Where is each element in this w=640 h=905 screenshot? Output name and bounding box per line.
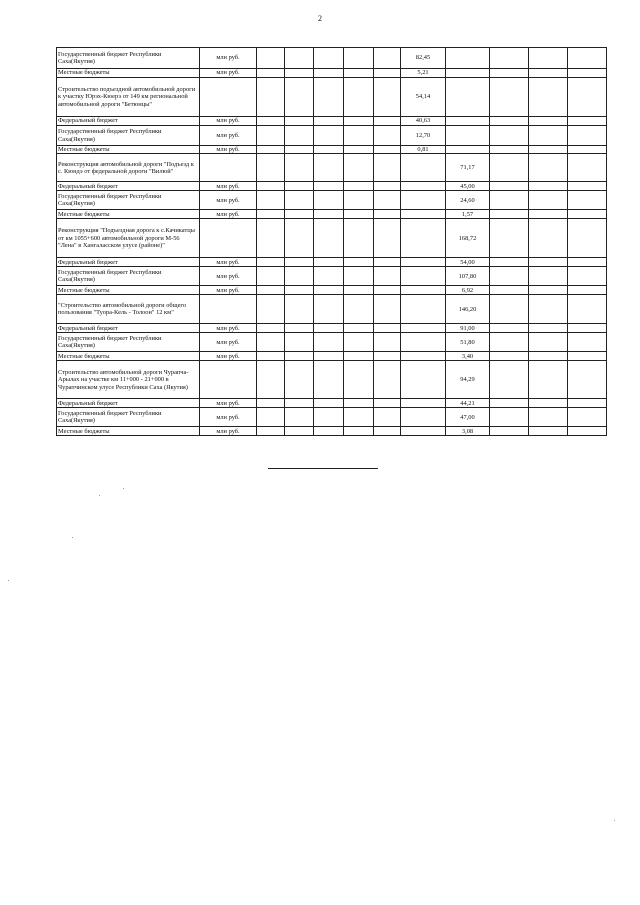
row-value-col8 xyxy=(401,267,446,286)
empty-cell xyxy=(568,154,607,182)
empty-cell xyxy=(285,78,314,117)
row-label: Федеральный бюджет xyxy=(57,324,200,333)
row-unit: млн руб. xyxy=(200,286,257,295)
empty-cell xyxy=(529,258,568,267)
empty-cell xyxy=(490,69,529,78)
empty-cell xyxy=(529,126,568,146)
table-row xyxy=(57,399,607,408)
row-value-col9: 94,29 xyxy=(446,361,490,399)
row-unit xyxy=(200,78,257,117)
row-unit xyxy=(200,219,257,258)
empty-cell xyxy=(490,267,529,286)
row-value-col9: 1,57 xyxy=(446,210,490,219)
row-unit: млн руб. xyxy=(200,117,257,126)
empty-cell xyxy=(529,146,568,154)
empty-cell xyxy=(257,69,285,78)
empty-cell xyxy=(257,286,285,295)
empty-cell xyxy=(257,219,285,258)
empty-cell xyxy=(314,295,344,324)
empty-cell xyxy=(568,427,607,436)
empty-cell xyxy=(374,146,401,154)
row-label: Государственный бюджет Республики Саха(Якутия) xyxy=(57,126,200,146)
empty-cell xyxy=(285,295,314,324)
empty-cell xyxy=(490,352,529,361)
table-row xyxy=(57,210,607,219)
empty-cell xyxy=(568,78,607,117)
empty-cell xyxy=(257,210,285,219)
table-row xyxy=(57,126,607,146)
empty-cell xyxy=(374,126,401,146)
row-value-col9: 47,00 xyxy=(446,408,490,427)
empty-cell xyxy=(314,126,344,146)
empty-cell xyxy=(568,333,607,352)
row-value-col8 xyxy=(401,361,446,399)
empty-cell xyxy=(285,69,314,78)
table-row xyxy=(57,333,607,352)
signature-line xyxy=(268,468,378,469)
row-unit xyxy=(200,295,257,324)
empty-cell xyxy=(257,117,285,126)
empty-cell xyxy=(344,361,374,399)
row-value-col9: 3,08 xyxy=(446,427,490,436)
empty-cell xyxy=(344,258,374,267)
row-value-col9 xyxy=(446,117,490,126)
row-label: Государственный бюджет Республики Саха(Якутия) xyxy=(57,408,200,427)
empty-cell xyxy=(568,295,607,324)
row-label: "Строительство автомобильной дороги общего пользования "Туора-Кель - Толоон" 12 км" xyxy=(57,295,200,324)
empty-cell xyxy=(285,408,314,427)
row-label: Федеральный бюджет xyxy=(57,117,200,126)
row-value-col9 xyxy=(446,146,490,154)
row-unit: млн руб. xyxy=(200,126,257,146)
empty-cell xyxy=(314,408,344,427)
row-value-col9 xyxy=(446,69,490,78)
empty-cell xyxy=(344,427,374,436)
empty-cell xyxy=(344,146,374,154)
table-body xyxy=(57,48,607,436)
empty-cell xyxy=(568,117,607,126)
page-number: 2 xyxy=(318,14,322,23)
empty-cell xyxy=(529,191,568,210)
empty-cell xyxy=(374,295,401,324)
empty-cell xyxy=(568,324,607,333)
empty-cell xyxy=(285,267,314,286)
empty-cell xyxy=(374,258,401,267)
table-row xyxy=(57,182,607,191)
empty-cell xyxy=(374,210,401,219)
empty-cell xyxy=(314,333,344,352)
table-row xyxy=(57,258,607,267)
row-unit: млн руб. xyxy=(200,324,257,333)
row-value-col9: 146,20 xyxy=(446,295,490,324)
row-label: Федеральный бюджет xyxy=(57,258,200,267)
empty-cell xyxy=(344,126,374,146)
empty-cell xyxy=(257,333,285,352)
row-value-col9: 107,80 xyxy=(446,267,490,286)
empty-cell xyxy=(257,78,285,117)
empty-cell xyxy=(529,399,568,408)
empty-cell xyxy=(257,48,285,69)
row-unit: млн руб. xyxy=(200,352,257,361)
row-value-col9: 45,00 xyxy=(446,182,490,191)
row-unit xyxy=(200,361,257,399)
row-label: Государственный бюджет Республики Саха(Якутия) xyxy=(57,191,200,210)
empty-cell xyxy=(344,182,374,191)
empty-cell xyxy=(314,154,344,182)
table-row xyxy=(57,267,607,286)
row-label: Государственный бюджет Республики Саха(Якутия) xyxy=(57,48,200,69)
row-unit xyxy=(200,154,257,182)
empty-cell xyxy=(374,219,401,258)
empty-cell xyxy=(344,352,374,361)
row-unit: млн руб. xyxy=(200,333,257,352)
row-unit: млн руб. xyxy=(200,146,257,154)
empty-cell xyxy=(314,324,344,333)
row-label: Федеральный бюджет xyxy=(57,182,200,191)
empty-cell xyxy=(344,69,374,78)
scan-speck xyxy=(123,488,124,489)
empty-cell xyxy=(344,286,374,295)
table-row xyxy=(57,324,607,333)
empty-cell xyxy=(344,219,374,258)
row-value-col9: 71,17 xyxy=(446,154,490,182)
row-unit: млн руб. xyxy=(200,48,257,69)
empty-cell xyxy=(257,408,285,427)
row-unit: млн руб. xyxy=(200,408,257,427)
row-label: Федеральный бюджет xyxy=(57,399,200,408)
row-value-col8: 54,14 xyxy=(401,78,446,117)
empty-cell xyxy=(285,126,314,146)
table-row xyxy=(57,286,607,295)
empty-cell xyxy=(314,361,344,399)
empty-cell xyxy=(285,361,314,399)
empty-cell xyxy=(490,78,529,117)
empty-cell xyxy=(490,399,529,408)
table-row xyxy=(57,219,607,258)
empty-cell xyxy=(568,258,607,267)
empty-cell xyxy=(490,427,529,436)
empty-cell xyxy=(529,408,568,427)
empty-cell xyxy=(314,69,344,78)
empty-cell xyxy=(490,333,529,352)
empty-cell xyxy=(285,146,314,154)
empty-cell xyxy=(529,219,568,258)
empty-cell xyxy=(344,48,374,69)
table-row xyxy=(57,78,607,117)
empty-cell xyxy=(490,286,529,295)
empty-cell xyxy=(314,219,344,258)
empty-cell xyxy=(529,48,568,69)
empty-cell xyxy=(285,48,314,69)
empty-cell xyxy=(314,78,344,117)
empty-cell xyxy=(490,210,529,219)
empty-cell xyxy=(568,191,607,210)
empty-cell xyxy=(490,146,529,154)
empty-cell xyxy=(344,210,374,219)
row-value-col8 xyxy=(401,219,446,258)
empty-cell xyxy=(314,258,344,267)
row-unit: млн руб. xyxy=(200,258,257,267)
empty-cell xyxy=(374,352,401,361)
row-label: Реконструкция "Подъездная дорога к с.Качикатцы от км 1055+600 автомобильной дороги М-56 "Лена" в Хангаласском улусе (районе)" xyxy=(57,219,200,258)
empty-cell xyxy=(529,267,568,286)
empty-cell xyxy=(344,154,374,182)
empty-cell xyxy=(374,78,401,117)
empty-cell xyxy=(257,361,285,399)
empty-cell xyxy=(568,48,607,69)
empty-cell xyxy=(257,295,285,324)
empty-cell xyxy=(285,324,314,333)
row-value-col8: 12,70 xyxy=(401,126,446,146)
scan-speck xyxy=(99,495,100,496)
empty-cell xyxy=(529,352,568,361)
empty-cell xyxy=(344,295,374,324)
row-value-col9 xyxy=(446,126,490,146)
row-unit: млн руб. xyxy=(200,427,257,436)
empty-cell xyxy=(285,286,314,295)
empty-cell xyxy=(285,352,314,361)
row-value-col9: 168,72 xyxy=(446,219,490,258)
row-value-col8 xyxy=(401,182,446,191)
row-value-col9: 6,92 xyxy=(446,286,490,295)
empty-cell xyxy=(568,146,607,154)
row-value-col8 xyxy=(401,258,446,267)
row-label: Местные бюджеты xyxy=(57,286,200,295)
empty-cell xyxy=(529,182,568,191)
empty-cell xyxy=(285,427,314,436)
empty-cell xyxy=(568,399,607,408)
row-value-col9: 44,21 xyxy=(446,399,490,408)
empty-cell xyxy=(568,408,607,427)
empty-cell xyxy=(490,324,529,333)
empty-cell xyxy=(314,210,344,219)
row-value-col9 xyxy=(446,78,490,117)
empty-cell xyxy=(285,219,314,258)
row-label: Государственный бюджет Республики Саха(Якутия) xyxy=(57,267,200,286)
empty-cell xyxy=(374,117,401,126)
row-value-col8 xyxy=(401,154,446,182)
row-value-col8 xyxy=(401,427,446,436)
row-label: Реконструкция автомобильной дороги "Подъезд к с. Кюндэ от федеральной дороги "Вилюй" xyxy=(57,154,200,182)
empty-cell xyxy=(257,267,285,286)
empty-cell xyxy=(490,117,529,126)
empty-cell xyxy=(568,69,607,78)
row-label: Местные бюджеты xyxy=(57,69,200,78)
empty-cell xyxy=(490,191,529,210)
row-value-col8: 5,21 xyxy=(401,69,446,78)
empty-cell xyxy=(490,295,529,324)
row-value-col8 xyxy=(401,286,446,295)
empty-cell xyxy=(374,182,401,191)
empty-cell xyxy=(490,48,529,69)
empty-cell xyxy=(568,219,607,258)
row-label: Местные бюджеты xyxy=(57,427,200,436)
row-unit: млн руб. xyxy=(200,182,257,191)
empty-cell xyxy=(314,117,344,126)
table-row xyxy=(57,427,607,436)
empty-cell xyxy=(257,427,285,436)
empty-cell xyxy=(568,126,607,146)
row-unit: млн руб. xyxy=(200,399,257,408)
row-label: Строительство автомобильной дороги Чурапча-Арылах на участке км 11+000 - 21+000 в Чурапчинском улусе Республики Саха (Якутия) xyxy=(57,361,200,399)
empty-cell xyxy=(529,427,568,436)
empty-cell xyxy=(568,182,607,191)
empty-cell xyxy=(568,352,607,361)
empty-cell xyxy=(257,352,285,361)
empty-cell xyxy=(529,78,568,117)
empty-cell xyxy=(529,324,568,333)
empty-cell xyxy=(374,333,401,352)
empty-cell xyxy=(257,182,285,191)
empty-cell xyxy=(344,324,374,333)
empty-cell xyxy=(285,191,314,210)
empty-cell xyxy=(285,333,314,352)
empty-cell xyxy=(257,399,285,408)
empty-cell xyxy=(490,408,529,427)
row-value-col8 xyxy=(401,324,446,333)
empty-cell xyxy=(285,210,314,219)
empty-cell xyxy=(257,126,285,146)
empty-cell xyxy=(374,286,401,295)
scan-speck xyxy=(8,580,9,581)
empty-cell xyxy=(314,267,344,286)
table-row xyxy=(57,117,607,126)
empty-cell xyxy=(529,154,568,182)
empty-cell xyxy=(374,361,401,399)
empty-cell xyxy=(257,146,285,154)
empty-cell xyxy=(314,352,344,361)
empty-cell xyxy=(344,267,374,286)
empty-cell xyxy=(257,154,285,182)
row-value-col9: 54,00 xyxy=(446,258,490,267)
empty-cell xyxy=(344,117,374,126)
table-row xyxy=(57,69,607,78)
empty-cell xyxy=(285,258,314,267)
empty-cell xyxy=(374,324,401,333)
row-label: Местные бюджеты xyxy=(57,146,200,154)
row-label: Местные бюджеты xyxy=(57,352,200,361)
empty-cell xyxy=(314,427,344,436)
empty-cell xyxy=(568,210,607,219)
table-row xyxy=(57,408,607,427)
row-value-col8 xyxy=(401,295,446,324)
empty-cell xyxy=(490,154,529,182)
empty-cell xyxy=(568,286,607,295)
empty-cell xyxy=(529,210,568,219)
row-value-col8 xyxy=(401,191,446,210)
row-label: Местные бюджеты xyxy=(57,210,200,219)
empty-cell xyxy=(374,48,401,69)
row-unit: млн руб. xyxy=(200,210,257,219)
row-value-col8: 0,81 xyxy=(401,146,446,154)
empty-cell xyxy=(344,333,374,352)
row-value-col8: 82,45 xyxy=(401,48,446,69)
empty-cell xyxy=(490,182,529,191)
row-value-col9: 51,80 xyxy=(446,333,490,352)
empty-cell xyxy=(490,258,529,267)
empty-cell xyxy=(374,267,401,286)
empty-cell xyxy=(490,219,529,258)
row-unit: млн руб. xyxy=(200,69,257,78)
table-row xyxy=(57,146,607,154)
empty-cell xyxy=(257,324,285,333)
row-value-col8 xyxy=(401,399,446,408)
row-value-col8: 40,63 xyxy=(401,117,446,126)
empty-cell xyxy=(529,361,568,399)
empty-cell xyxy=(285,182,314,191)
scan-speck xyxy=(614,820,615,821)
empty-cell xyxy=(285,154,314,182)
budget-table xyxy=(56,47,607,436)
empty-cell xyxy=(314,399,344,408)
empty-cell xyxy=(314,191,344,210)
empty-cell xyxy=(374,408,401,427)
empty-cell xyxy=(285,117,314,126)
empty-cell xyxy=(314,146,344,154)
row-value-col9: 24,60 xyxy=(446,191,490,210)
empty-cell xyxy=(529,117,568,126)
empty-cell xyxy=(529,333,568,352)
row-value-col8 xyxy=(401,333,446,352)
row-label: Строительство подъездной автомобильной дороги к участку Юрэх-Кюерэ от 149 км региональной автомобильной дороги "Бетюнцы" xyxy=(57,78,200,117)
table-row xyxy=(57,295,607,324)
empty-cell xyxy=(314,286,344,295)
scan-speck xyxy=(72,537,73,538)
empty-cell xyxy=(490,126,529,146)
empty-cell xyxy=(529,286,568,295)
empty-cell xyxy=(374,191,401,210)
row-value-col9: 91,00 xyxy=(446,324,490,333)
empty-cell xyxy=(568,361,607,399)
row-unit: млн руб. xyxy=(200,267,257,286)
row-unit: млн руб. xyxy=(200,191,257,210)
row-value-col8 xyxy=(401,408,446,427)
empty-cell xyxy=(374,399,401,408)
row-value-col8 xyxy=(401,352,446,361)
empty-cell xyxy=(344,399,374,408)
table-row xyxy=(57,352,607,361)
empty-cell xyxy=(257,258,285,267)
empty-cell xyxy=(344,191,374,210)
table-row xyxy=(57,361,607,399)
empty-cell xyxy=(344,78,374,117)
empty-cell xyxy=(257,191,285,210)
empty-cell xyxy=(529,295,568,324)
empty-cell xyxy=(344,408,374,427)
row-label: Государственный бюджет Республики Саха(Якутия) xyxy=(57,333,200,352)
empty-cell xyxy=(374,69,401,78)
row-value-col8 xyxy=(401,210,446,219)
table-row xyxy=(57,154,607,182)
empty-cell xyxy=(314,182,344,191)
empty-cell xyxy=(568,267,607,286)
empty-cell xyxy=(374,427,401,436)
empty-cell xyxy=(374,154,401,182)
empty-cell xyxy=(529,69,568,78)
row-value-col9: 3,40 xyxy=(446,352,490,361)
table-row xyxy=(57,48,607,69)
table-row xyxy=(57,191,607,210)
empty-cell xyxy=(490,361,529,399)
empty-cell xyxy=(285,399,314,408)
empty-cell xyxy=(314,48,344,69)
row-value-col9 xyxy=(446,48,490,69)
